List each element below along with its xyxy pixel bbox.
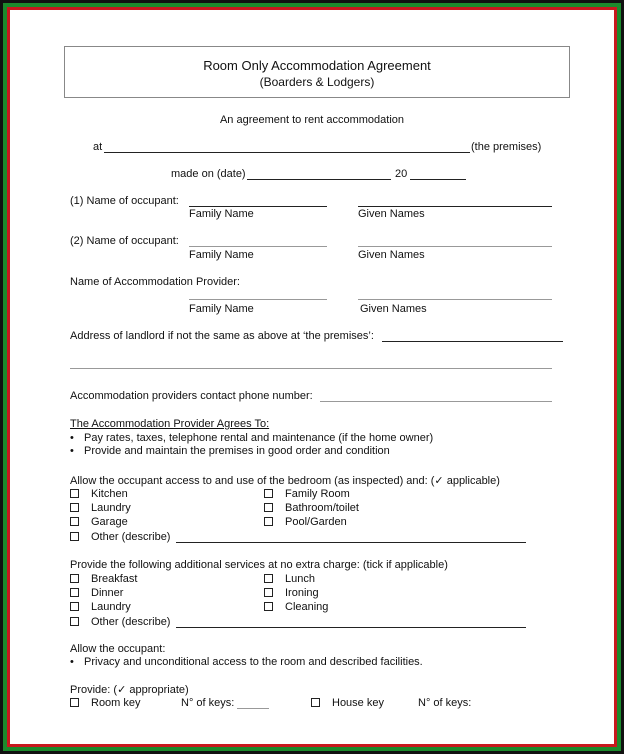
checkbox-icon[interactable] [264, 602, 273, 611]
checkbox-icon[interactable] [70, 588, 79, 597]
family-name-caption: Family Name [189, 249, 254, 261]
year-label: 20 [395, 168, 408, 180]
phone-label: Accommodation providers contact phone number: [70, 390, 313, 402]
occupant1-label: (1) Name of occupant: [70, 195, 179, 207]
access-option-family-room[interactable]: Family Room [264, 488, 350, 500]
checkbox-icon[interactable] [70, 503, 79, 512]
checkbox-icon[interactable] [264, 503, 273, 512]
family-name-caption: Family Name [189, 303, 254, 315]
service-option-dinner[interactable]: Dinner [70, 587, 123, 599]
occupant2-label: (2) Name of occupant: [70, 235, 179, 247]
checkbox-icon[interactable] [70, 617, 79, 626]
services-other-field[interactable] [176, 627, 526, 628]
room-key-option[interactable]: Room key [70, 697, 141, 709]
provider-family-field[interactable] [189, 299, 327, 300]
services-heading: Provide the following additional services at no extra charge: (tick if applicable) [70, 559, 448, 571]
phone-field[interactable] [320, 401, 552, 402]
checkbox-icon[interactable] [264, 489, 273, 498]
service-option-cleaning[interactable]: Cleaning [264, 601, 328, 613]
checkbox-icon[interactable] [70, 698, 79, 707]
document-subtitle: (Boarders & Lodgers) [259, 75, 375, 89]
address-label: Address of landlord if not the same as above at ‘the premises’: [70, 330, 374, 342]
occupant1-family-field[interactable] [189, 206, 327, 207]
house-key-option[interactable]: House key [311, 697, 384, 709]
access-option-other[interactable]: Other (describe) [70, 531, 170, 543]
access-option-kitchen[interactable]: Kitchen [70, 488, 128, 500]
provide-heading: Provide: (✓ appropriate) [70, 684, 189, 696]
provider-name-label: Name of Accommodation Provider: [70, 276, 240, 288]
provider-agrees-item: • Pay rates, taxes, telephone rental and maintenance (if the home owner) [70, 432, 433, 444]
occupant2-given-field[interactable] [358, 246, 552, 247]
checkbox-icon[interactable] [264, 588, 273, 597]
access-option-laundry[interactable]: Laundry [70, 502, 131, 514]
given-names-caption: Given Names [358, 208, 425, 220]
access-heading: Allow the occupant access to and use of the bedroom (as inspected) and: (✓ applicable) [70, 475, 500, 487]
occupant2-family-field[interactable] [189, 246, 327, 247]
given-names-caption: Given Names [360, 303, 427, 315]
room-keys-count-field[interactable] [237, 708, 269, 709]
date-field[interactable] [247, 179, 391, 180]
provider-agrees-item: • Provide and maintain the premises in good order and condition [70, 445, 390, 457]
service-option-ironing[interactable]: Ironing [264, 587, 319, 599]
title-box [64, 46, 570, 98]
checkbox-icon[interactable] [70, 602, 79, 611]
document-title: Room Only Accommodation Agreement [203, 58, 431, 73]
made-on-label: made on (date) [171, 168, 246, 180]
service-option-lunch[interactable]: Lunch [264, 573, 315, 585]
service-option-breakfast[interactable]: Breakfast [70, 573, 137, 585]
checkbox-icon[interactable] [311, 698, 320, 707]
premises-label: (the premises) [471, 141, 542, 153]
provider-agrees-heading: The Accommodation Provider Agrees To: [70, 418, 270, 430]
service-option-laundry[interactable]: Laundry [70, 601, 131, 613]
intro-text: An agreement to rent accommodation [219, 114, 405, 126]
checkbox-icon[interactable] [70, 532, 79, 541]
checkbox-icon[interactable] [264, 574, 273, 583]
provider-given-field[interactable] [358, 299, 552, 300]
year-field[interactable] [410, 179, 466, 180]
house-keys-count-label: N° of keys: [418, 697, 472, 709]
checkbox-icon[interactable] [264, 517, 273, 526]
premises-field[interactable] [104, 152, 470, 153]
checkbox-icon[interactable] [70, 517, 79, 526]
room-keys-count-label: N° of keys: [181, 697, 235, 709]
occupant1-given-field[interactable] [358, 206, 552, 207]
access-option-pool[interactable]: Pool/Garden [264, 516, 347, 528]
given-names-caption: Given Names [358, 249, 425, 261]
access-option-bathroom[interactable]: Bathroom/toilet [264, 502, 359, 514]
at-label: at [93, 141, 103, 153]
family-name-caption: Family Name [189, 208, 254, 220]
service-option-other[interactable]: Other (describe) [70, 616, 170, 628]
checkbox-icon[interactable] [70, 574, 79, 583]
access-option-garage[interactable]: Garage [70, 516, 128, 528]
address-field-line2[interactable] [70, 368, 552, 369]
address-field[interactable] [382, 341, 563, 342]
allow-heading: Allow the occupant: [70, 643, 166, 655]
access-other-field[interactable] [176, 542, 526, 543]
checkbox-icon[interactable] [70, 489, 79, 498]
allow-item: • Privacy and unconditional access to the room and described facilities. [70, 656, 423, 668]
